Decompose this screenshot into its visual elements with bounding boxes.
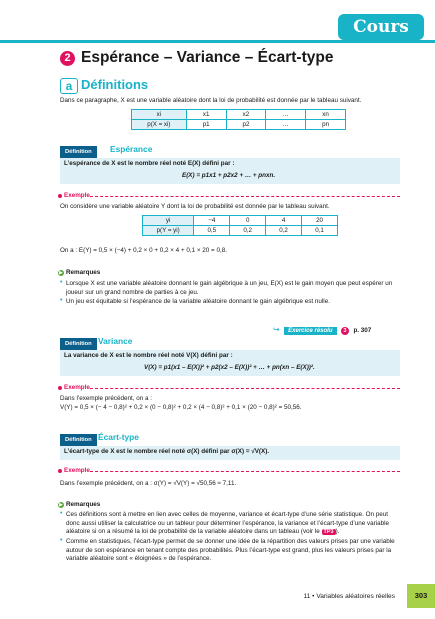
remarks-icon: ▶	[59, 502, 63, 508]
table-cell: 0,1	[302, 226, 338, 236]
subsection-letter: a	[60, 78, 78, 94]
table-cell: …	[266, 110, 306, 120]
table-cell: p(Y = yi)	[143, 226, 194, 236]
definition-text: L’écart-type de X est le nombre réel noté σ(X) défini par σ(X) = √V(X).	[64, 448, 270, 455]
exercise-badge: Exercice résolu	[284, 327, 336, 335]
section-title: Espérance – Variance – Écart-type	[81, 49, 334, 66]
arrow-right-icon: ↪	[273, 325, 280, 334]
definition-title: Variance	[98, 336, 133, 346]
table-cell: xn	[306, 110, 346, 120]
remark-item	[66, 511, 400, 537]
remark-item: Comme en statistiques, l’écart-type permet de se donner une idée de la répartition des valeurs prises par une variable autour de son espérance en tenant compte des probabilités. Plus l’écart-type est grand, plus les valeurs prises par la variable aléatoire sont « éloignées » de l’espérance.	[66, 538, 395, 563]
remark-item: Lorsque X est une variable aléatoire donnant le gain algébrique à un jeu, E(X) est le gain moyen que peut espérer un joueur sur un grand nombre de parties à ce jeu.	[66, 280, 393, 296]
exercise-page: p. 307	[353, 327, 372, 334]
table-cell: 0,5	[194, 226, 230, 236]
remark-text-end: ).	[335, 528, 340, 536]
table-cell: 0,2	[266, 226, 302, 236]
definition-formula: E(X) = p1x1 + p2x2 + … + pnxn.	[182, 172, 276, 179]
definition-text: L’espérance de X est le nombre réel noté E(X) défini par :	[64, 160, 235, 167]
law-table	[131, 109, 346, 130]
example-label: Exemple	[64, 384, 90, 391]
example-label: Exemple	[64, 192, 90, 199]
table-cell: pn	[306, 120, 346, 130]
example-rule	[90, 196, 400, 197]
example-rule	[90, 388, 400, 389]
exercise-reference[interactable]	[273, 319, 371, 337]
subsection-title: Définitions	[81, 77, 149, 92]
example-intro: On considère une variable aléatoire Y dont la loi de probabilité est donnée par le tableau suivant.	[60, 203, 330, 210]
example-dot	[58, 469, 62, 473]
bullet-icon: •	[60, 537, 63, 544]
example-label: Exemple	[64, 467, 90, 474]
example-dot	[58, 386, 62, 390]
definition-tag: Définition	[60, 434, 97, 446]
footer-chapter: 11 • Variables aléatoires réelles	[303, 593, 395, 600]
example-rule	[90, 471, 400, 472]
definition-title: Écart-type	[98, 432, 139, 442]
page-number: 303	[407, 584, 435, 608]
tp-reference-badge[interactable]: TP3	[323, 529, 334, 536]
definition-formula: V(X) = p1(x1 – E(X))² + p2(x2 – E(X))² + … + pn(xn – E(X))².	[144, 364, 315, 371]
example-text: Dans l’exemple précédent, on a :	[60, 395, 153, 402]
table-cell: x1	[186, 110, 226, 120]
remark-item: Un jeu est équitable si l’espérance de la variable aléatoire donnant le gain algébrique est nulle.	[66, 298, 330, 305]
table-cell: x2	[226, 110, 266, 120]
definition-title: Espérance	[110, 144, 153, 154]
table-cell: 4	[266, 216, 302, 226]
definition-tag: Définition	[60, 338, 97, 350]
example-text: Dans l’exemple précédent, on a : σ(Y) = √V(Y) = √50,56 ≈ 7,11.	[60, 480, 237, 487]
bullet-icon: •	[60, 297, 63, 304]
table-cell: …	[266, 120, 306, 130]
table-cell: p(X = xi)	[132, 120, 187, 130]
table-cell: 20	[302, 216, 338, 226]
example-result: On a : E(Y) = 0,5 × (−4) + 0,2 × 0 + 0,2 × 4 + 0,1 × 20 = 0,8.	[60, 247, 227, 254]
remarks-label: Remarques	[66, 269, 101, 276]
remarks-icon: ▶	[59, 270, 63, 276]
example-dot	[58, 194, 62, 198]
table-cell: p2	[226, 120, 266, 130]
table-cell: yi	[143, 216, 194, 226]
table-cell: 0	[230, 216, 266, 226]
definition-tag: Définition	[60, 146, 97, 158]
remark-text: Ces définitions sont à mettre en lien avec celles de moyenne, variance et écart-type d’une série statistique. On peut donc aussi utiliser la calculatrice ou un tableur pour déterminer l’espérance, la variance et l’écart-type d’une variable aléatoire si on a résumé la loi de probabilité de la variable aléatoire dans un tableau (voir le	[66, 511, 390, 536]
table-cell: 0,2	[230, 226, 266, 236]
definition-text: La variance de X est le nombre réel noté V(X) défini par :	[64, 352, 233, 359]
bullet-icon: •	[60, 279, 63, 286]
section-number: 2	[60, 51, 75, 66]
table-cell: −4	[194, 216, 230, 226]
table-cell: xi	[132, 110, 187, 120]
example-text: V(Y) = 0,5 × (− 4 − 0,8)² + 0,2 × (0 − 0,8)² + 0,2 × (4 − 0,8)² + 0,1 × (20 − 0,8)² = 50,56.	[60, 404, 302, 411]
bullet-icon: •	[60, 510, 63, 517]
header-rule	[0, 40, 435, 43]
exercise-number: 3	[341, 327, 349, 335]
cours-tab: Cours	[338, 14, 424, 40]
example-table	[142, 215, 338, 236]
remarks-label: Remarques	[66, 501, 101, 508]
section-intro: Dans ce paragraphe, X est une variable aléatoire dont la loi de probabilité est donnée par le tableau suivant.	[60, 97, 362, 104]
table-cell: p1	[186, 120, 226, 130]
